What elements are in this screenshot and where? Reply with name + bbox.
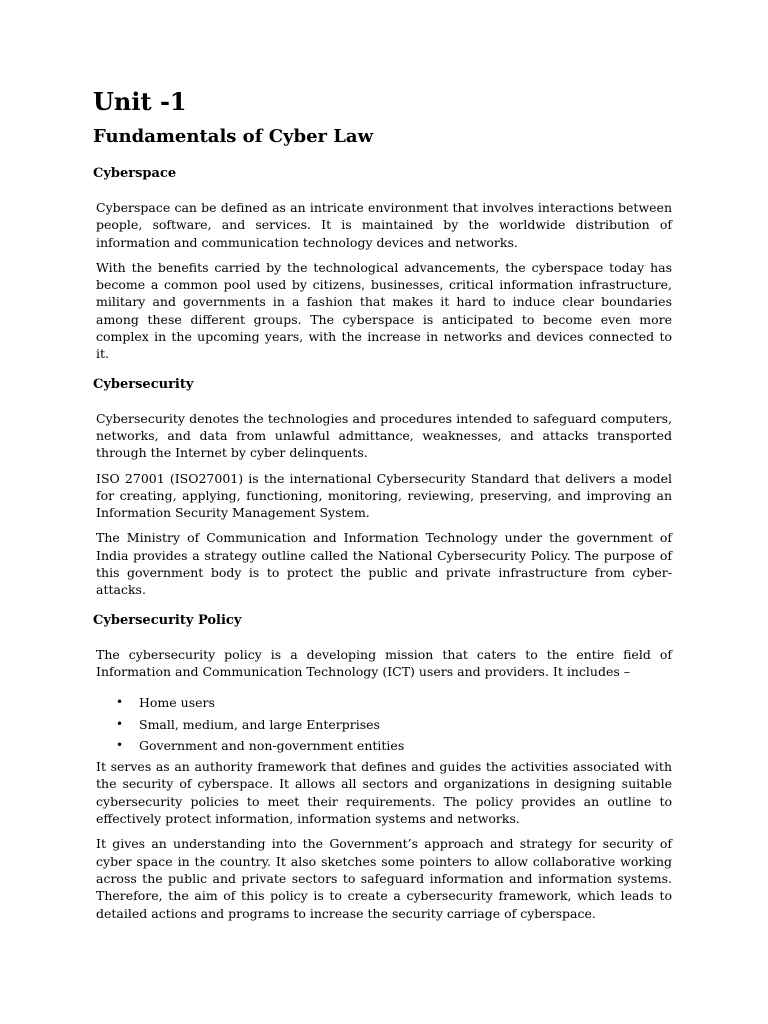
paragraph: ISO 27001 (ISO27001) is the international Cybersecurity Standard that delivers a model for creating, applying, functioning, monitoring, reviewing, preserving, and improving an Information Security Management System. [96,470,672,521]
section-cyberspace [93,165,672,363]
paragraph: Cybersecurity denotes the technologies and procedures intended to safeguard computers, networks, and data from unlawful admittance, weaknesses, and attacks transported through the Internet by cyber delinquents. [96,410,672,461]
paragraph: With the benefits carried by the technological advancements, the cyberspace today has become a common pool used by citizens, businesses, critical information infrastructure, military and governments in a fashion that makes it hard to induce clear boundaries among these different groups. The cyberspace is anticipated to become even more complex in the upcoming years, with the increase in networks and devices connected to it. [96,259,672,362]
list-item-text: Small, medium, and large Enterprises [139,716,380,732]
section-cybersecurity-policy [93,612,672,922]
paragraph: The cybersecurity policy is a developing mission that caters to the entire field of Information and Communication Technology (ICT) users and providers. It includes – [96,646,672,679]
section-cybersecurity [93,376,672,599]
section-heading: Cybersecurity Policy [93,612,242,628]
list-item [96,737,672,754]
list-item [96,716,672,733]
unit-title: Unit -1 [93,87,187,116]
paragraph: Cyberspace can be defined as an intricate environment that involves interactions between people, software, and services. It is maintained by the worldwide distribution of information and communication technology devices and networks. [96,200,672,250]
bullet-list [96,694,672,754]
section-body [93,410,672,599]
paragraph: It serves as an authority framework that defines and guides the activities associated with the security of cyberspace. It allows all sectors and organizations in designing suitable cybersecurity policies to meet their requirements. The policy provides an outline to effectively protect information, information systems and networks. [96,759,672,827]
list-item-text: Home users [139,695,215,711]
bullet-icon: • [116,716,124,731]
section-body [93,646,672,922]
paragraph: It gives an understanding into the Government’s approach and strategy for security of cyber space in the country. It also sketches some pointers to allow collaborative working across the public and private sectors to safeguard information and information systems. Therefore, the aim of this policy is to create a cybersecurity framework, which leads to detailed actions and programs to increase the security carriage of cyberspace. [96,836,672,921]
section-heading: Cybersecurity [93,376,194,392]
section-heading: Cyberspace [93,166,177,181]
list-item-text: Government and non-government entities [139,737,405,753]
document-title: Fundamentals of Cyber Law [93,126,374,147]
section-body [93,199,672,363]
bullet-icon: • [116,695,124,710]
list-item [96,694,672,711]
bullet-icon: • [116,737,124,752]
paragraph: The Ministry of Communication and Information Technology under the government of India provides a strategy outline called the National Cybersecurity Policy. The purpose of this government body is to protect the public and private infrastructure from cyber-attacks. [96,530,672,598]
